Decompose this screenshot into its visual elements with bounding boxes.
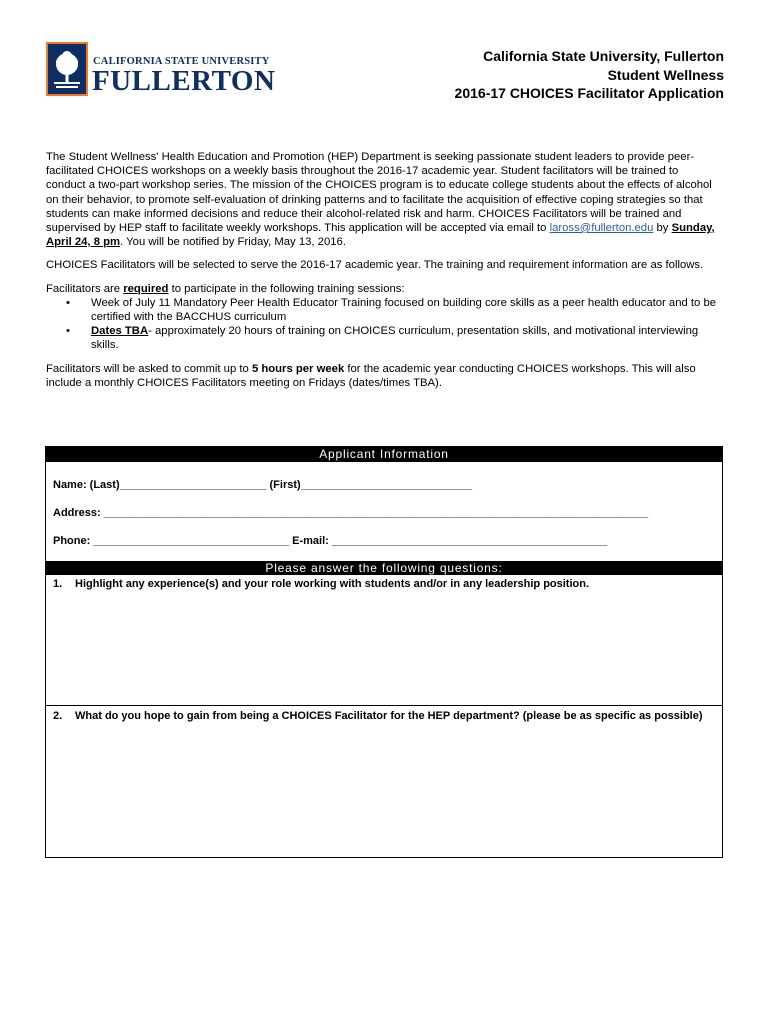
question-1-number: 1.	[53, 578, 63, 590]
question-1	[53, 577, 713, 591]
logo-university-text: CALIFORNIA STATE UNIVERSITY	[93, 56, 270, 67]
bullet2-label: Dates TBA	[91, 325, 149, 338]
applicant-info-header: Applicant Information	[46, 447, 722, 462]
question-2	[53, 709, 713, 723]
list-item	[46, 296, 718, 324]
commitment-hours: 5 hours per week	[251, 362, 345, 375]
training-list	[46, 296, 718, 353]
tree-seal-icon	[46, 42, 88, 96]
email-link[interactable]: laross@fullerton.edu	[549, 222, 654, 235]
required-text: required	[123, 282, 169, 295]
list-item	[46, 324, 718, 352]
selection-paragraph: CHOICES Facilitators will be selected to serve the 2016-17 academic year. The training and requirement information are as follows.	[46, 259, 704, 272]
application-form	[45, 446, 723, 858]
intro-notify: . You will be notified by Friday, May 13, 2016.	[120, 236, 346, 249]
intro-text: The Student Wellness' Health Education and Promotion (HEP) Department is seeking passionate student leaders to provide peer-facilitated CHOICES workshops on a weekly basis throughout the 2016-17 academic year. Student facilitators will be trained to conduct a two-part workshop series. The mission of the CHOICES program is to educate college students about the effects of alcohol on their behavior, to promote self-evaluation of drinking patterns and to facilitate the acquisition of effective coping strategies so that students can make informed decisions and reduce their alcohol-related risk and harm. CHOICES Facilitators will be trained and supervised by HEP staff to facilitate weekly workshops. This application will be accepted via email to	[46, 151, 712, 235]
commitment-before: Facilitators will be asked to commit up to	[46, 362, 252, 375]
deadline-text: Sunday, April 24, 8 pm	[46, 222, 715, 249]
name-field[interactable]: Name: (Last)________________________ (First)____________________________	[53, 479, 472, 491]
phone-email-field[interactable]: Phone: ________________________________ E-mail: _____________________________________________	[53, 535, 608, 547]
header-university: California State University, Fullerton	[483, 48, 724, 64]
question-1-text: Highlight any experience(s) and your role working with students and/or in any leadership position.	[75, 578, 590, 590]
bullet1-text: Week of July 11 Mandatory Peer Health Educator Training focused on building core skills as a peer health educator and to be certified with the BACCHUS curriculum	[91, 296, 717, 324]
bullet-icon: •	[66, 296, 70, 309]
header-title: 2016-17 CHOICES Facilitator Application	[454, 85, 724, 101]
commitment-paragraph	[46, 362, 718, 390]
address-field[interactable]: Address: _________________________________________________________________________________________	[53, 507, 649, 519]
question-2-number: 2.	[53, 710, 63, 722]
question-2-text: What do you hope to gain from being a CHOICES Facilitator for the HEP department? (please be as specific as possible)	[75, 710, 703, 722]
bullet2-text: - approximately 20 hours of training on CHOICES curriculum, presentation skills, and motivational interviewing skills.	[91, 325, 699, 352]
bullet-icon: •	[66, 325, 70, 338]
question-divider	[46, 705, 722, 706]
questions-header: Please answer the following questions:	[46, 561, 722, 575]
logo-fullerton-text: FULLERTON	[92, 65, 276, 97]
document-header	[455, 47, 724, 103]
document-body	[46, 150, 718, 399]
intro-by: by	[653, 222, 672, 235]
intro-paragraph	[46, 150, 718, 249]
commitment-after: for the academic year conducting CHOICES workshops. This will also include a monthly CHOICES Facilitators meeting on Fridays (dates/times TBA).	[46, 362, 696, 389]
csuf-logo	[46, 42, 276, 98]
training-lead: Facilitators are	[46, 282, 124, 295]
header-department: Student Wellness	[607, 66, 724, 83]
training-lead-after: to participate in the following training sessions:	[168, 282, 405, 295]
training-paragraph	[46, 282, 718, 296]
